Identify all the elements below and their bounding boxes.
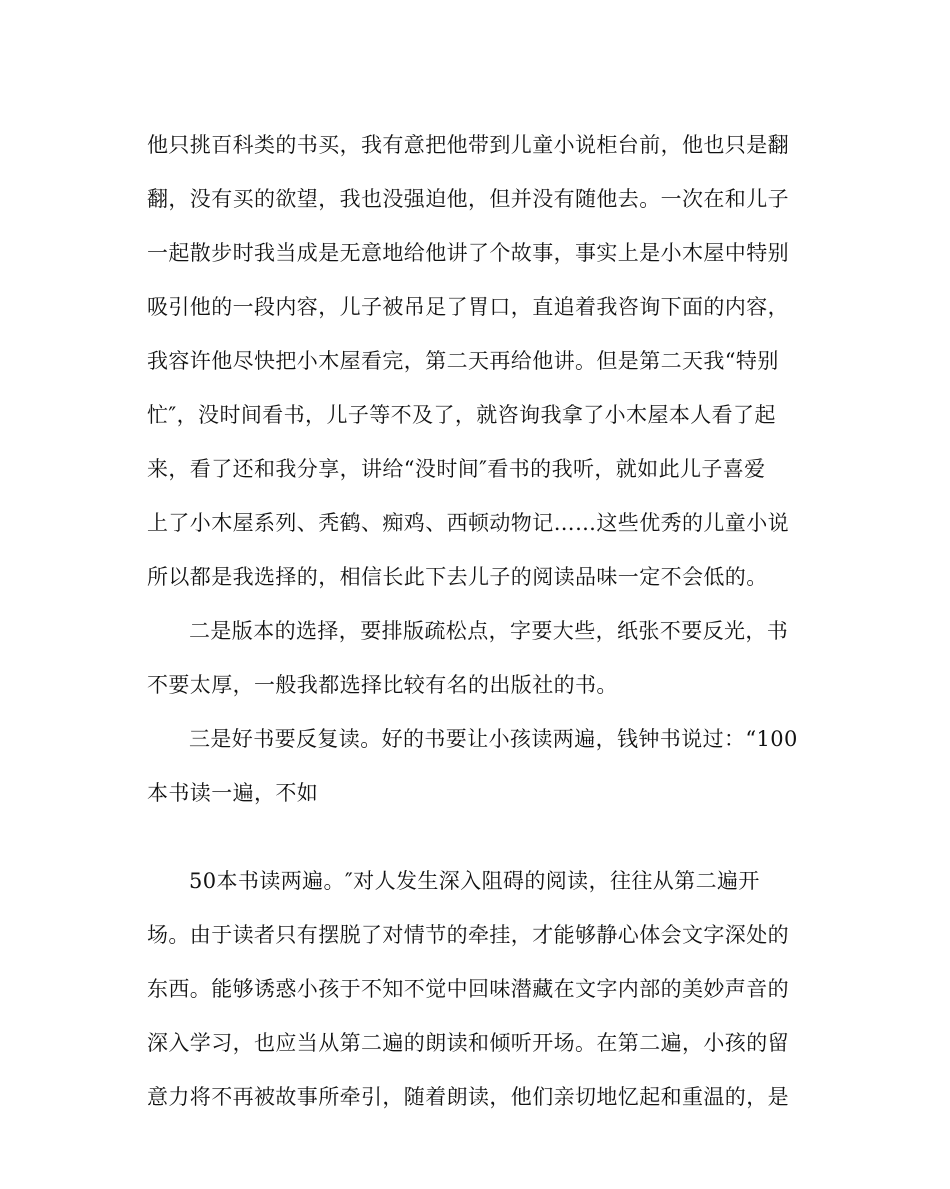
text-line: 一起散步时我当成是无意地给他讲了个故事，事实上是小木屋中特别 xyxy=(147,241,789,265)
text-line: 来，看了还和我分享，讲给“没时间″看书的我听，就如此儿子喜爱 xyxy=(147,457,766,481)
text-line: 意力将不再被故事所牵引，随着朗读，他们亲切地忆起和重温的，是 xyxy=(147,1085,789,1109)
text-line: 上了小木屋系列、秃鹤、痴鸡、西顿动物记……这些优秀的儿童小说 xyxy=(147,511,789,535)
text-line: 忙″，没时间看书，儿子等不及了，就咨询我拿了小木屋本人看了起 xyxy=(147,403,776,427)
text-line: 三是好书要反复读。好的书要让小孩读两遍，钱钟书说过：“100 xyxy=(189,727,798,751)
text-line: 50本书读两遍。″对人发生深入阻碍的阅读，往往从第二遍开 xyxy=(189,869,760,893)
text-line: 我容许他尽快把小木屋看完，第二天再给他讲。但是第二天我“特别 xyxy=(147,349,779,373)
text-line: 吸引他的一段内容，儿子被吊足了胃口，直追着我咨询下面的内容， xyxy=(147,295,789,319)
text-line: 所以都是我选择的，相信长此下去儿子的阅读品味一定不会低的。 xyxy=(147,565,768,589)
text-line: 他只挑百科类的书买，我有意把他带到儿童小说柜台前，他也只是翻 xyxy=(147,133,789,157)
text-line: 二是版本的选择，要排版疏松点，字要大些，纸张不要反光，书 xyxy=(189,619,789,643)
text-line: 不要太厚，一般我都选择比较有名的出版社的书。 xyxy=(147,673,618,697)
text-line: 本书读一遍，不如 xyxy=(147,781,319,805)
text-line: 翻，没有买的欲望，我也没强迫他，但并没有随他去。一次在和儿子 xyxy=(147,187,789,211)
text-line: 深入学习，也应当从第二遍的朗读和倾听开场。在第二遍，小孩的留 xyxy=(147,1031,789,1055)
text-line: 东西。能够诱惑小孩于不知不觉中回味潜藏在文字内部的美妙声音的 xyxy=(147,977,789,1001)
text-line: 场。由于读者只有摆脱了对情节的牵挂，才能够静心体会文字深处的 xyxy=(147,923,789,947)
